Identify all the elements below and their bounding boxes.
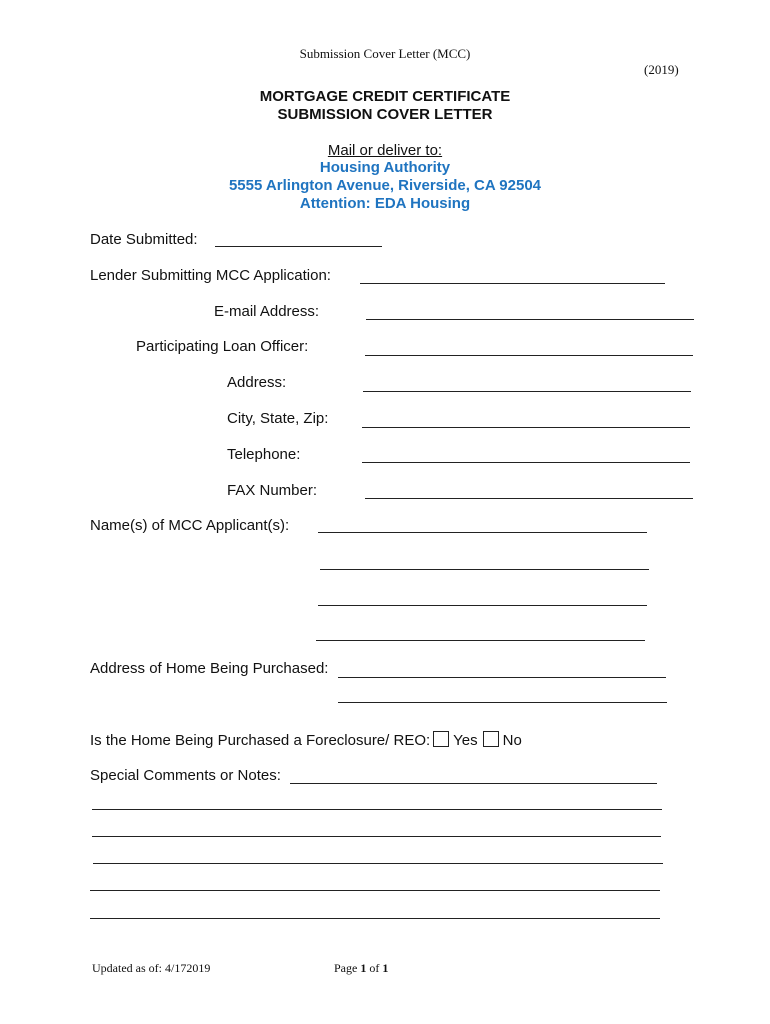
foreclosure-question: Is the Home Being Purchased a Foreclosure/ REO: [90, 732, 431, 749]
mail-to-label: Mail or deliver to: [327, 142, 443, 159]
email-label: E-mail Address: [214, 303, 320, 320]
telephone-field[interactable] [362, 462, 690, 463]
email-field[interactable] [366, 319, 694, 320]
page-number [334, 961, 388, 976]
running-title: Submission Cover Letter (MCC) [299, 46, 471, 61]
form-year: (2019) [644, 62, 679, 77]
home-address-label: Address of Home Being Purchased: [90, 660, 329, 677]
foreclosure-row [90, 731, 522, 749]
yes-checkbox[interactable] [433, 731, 449, 747]
city-state-zip-field[interactable] [362, 427, 690, 428]
home-address-field-2[interactable] [338, 702, 667, 703]
comments-field-1[interactable] [290, 783, 657, 784]
applicant-field-4[interactable] [316, 640, 645, 641]
lender-field[interactable] [360, 283, 665, 284]
address-field[interactable] [363, 391, 691, 392]
date-submitted-label: Date Submitted: [90, 231, 198, 248]
telephone-label: Telephone: [227, 446, 301, 463]
loan-officer-label: Participating Loan Officer: [136, 338, 309, 355]
applicant-field-2[interactable] [320, 569, 649, 570]
comments-field-6[interactable] [90, 918, 660, 919]
mail-to-org: Housing Authority [319, 159, 451, 176]
address-label: Address: [227, 374, 287, 391]
page-prefix: Page [334, 961, 361, 975]
loan-officer-field[interactable] [365, 355, 693, 356]
fax-label: FAX Number: [227, 482, 318, 499]
no-label: No [502, 732, 522, 749]
home-address-field-1[interactable] [338, 677, 666, 678]
mail-to-address: 5555 Arlington Avenue, Riverside, CA 92504 [228, 177, 542, 194]
applicants-label: Name(s) of MCC Applicant(s): [90, 517, 290, 534]
applicant-field-3[interactable] [318, 605, 647, 606]
title-line-2: SUBMISSION COVER LETTER [277, 106, 493, 123]
applicant-field-1[interactable] [318, 532, 647, 533]
page-total: 1 [382, 961, 389, 975]
page-current: 1 [360, 961, 367, 975]
title-line-1: MORTGAGE CREDIT CERTIFICATE [259, 88, 511, 105]
date-submitted-field[interactable] [215, 246, 382, 247]
page-of: of [366, 961, 383, 975]
comments-field-3[interactable] [92, 836, 661, 837]
no-checkbox[interactable] [483, 731, 499, 747]
city-state-zip-label: City, State, Zip: [227, 410, 329, 427]
comments-field-5[interactable] [90, 890, 660, 891]
comments-field-4[interactable] [93, 863, 663, 864]
fax-field[interactable] [365, 498, 693, 499]
comments-field-2[interactable] [92, 809, 662, 810]
mail-to-attention: Attention: EDA Housing [299, 195, 471, 212]
updated-date: Updated as of: 4/172019 [92, 961, 211, 975]
yes-label: Yes [453, 732, 478, 749]
comments-label: Special Comments or Notes: [90, 767, 281, 784]
lender-label: Lender Submitting MCC Application: [90, 267, 331, 284]
